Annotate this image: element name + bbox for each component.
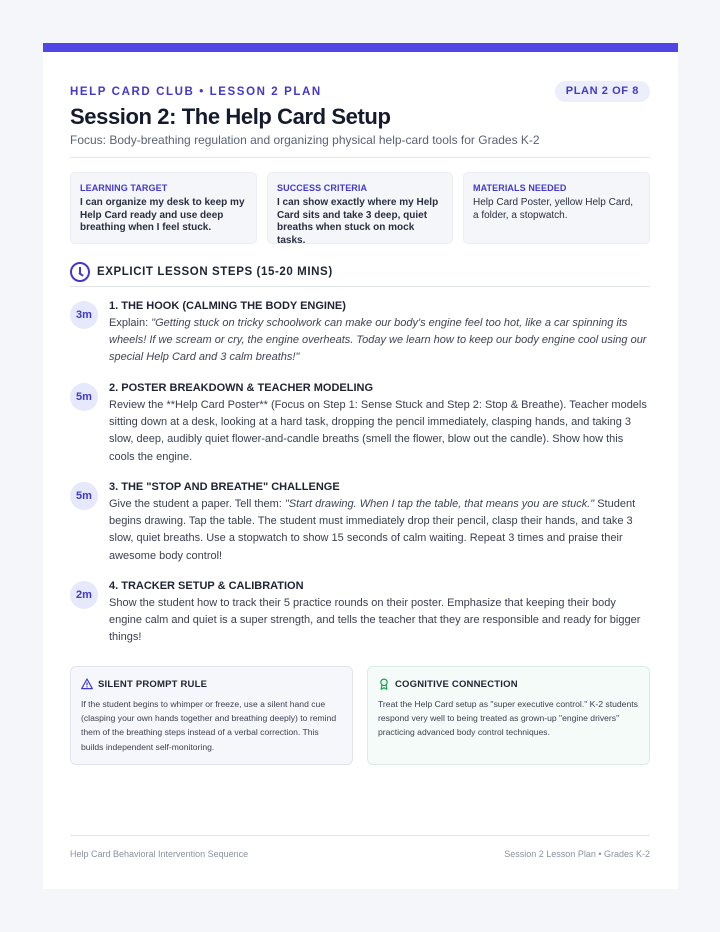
cognitive-connection-callout [367, 666, 650, 765]
step-text: Explain: "Getting stuck on tricky schoolwork can make our body's engine feel too hot, like a car spinning its wheels! If we scream or cry, the engine overheats. Today we learn how to keep our body engine cool using our special Help Card and 3 calm breaths!" [109, 317, 647, 364]
card-body: I can organize my desk to keep my Help Card ready and use deep breathing when I feel stuck. [80, 197, 245, 233]
time-badge: 2m [70, 581, 98, 609]
section-divider [70, 286, 650, 287]
time-badge: 5m [70, 482, 98, 510]
clock-icon [70, 262, 90, 282]
footer-divider [70, 835, 650, 836]
success-criteria-card [267, 172, 453, 244]
step-title: 3. THE "STOP AND BREATHE" CHALLENGE [109, 481, 340, 493]
step-text: Give the student a paper. Tell them: "Start drawing. When I tap the table, that means you are stuck." Student begins drawing. Tap the table. The student must immediately drop their pencil, clasp their hands, and take 3 slow, quiet breaths. Use a stopwatch to show 15 seconds of calm waiting. Repeat 3 times and praise their awesome body control! [109, 498, 636, 562]
time-badge: 5m [70, 383, 98, 411]
time-badge: 3m [70, 301, 98, 329]
callout-heading: SILENT PROMPT RULE [98, 678, 208, 690]
card-body: I can show exactly where my Help Card sits and take 3 deep, quiet breaths when stuck on mock tasks. [277, 197, 439, 246]
warning-icon [81, 678, 93, 690]
callout-body: Treat the Help Card setup as "super executive control." K-2 students respond very well to being treated as grown-up "engine drivers" practicing advanced body control techniques. [378, 699, 638, 738]
accent-bar [43, 43, 678, 52]
focus-line: Focus: Body-breathing regulation and organizing physical help-card tools for Grades K-2 [70, 133, 540, 147]
footer-right: Session 2 Lesson Plan • Grades K-2 [504, 849, 650, 859]
step-title: 1. THE HOOK (CALMING THE BODY ENGINE) [109, 300, 346, 312]
learning-target-card [70, 172, 257, 244]
step-text: Review the **Help Card Poster** (Focus on Step 1: Sense Stuck and Step 2: Stop & Breathe). Teacher models sitting down at a desk, looking at a hard task, dropping the pencil immediately, clasping hands, and taking 3 slow, deep, audibly quiet flower-and-candle breaths (smell the flower, blow out the candle). Show how this cools the engine. [109, 399, 647, 463]
card-body: Help Card Poster, yellow Help Card, a folder, a stopwatch. [473, 197, 634, 221]
section-title: EXPLICIT LESSON STEPS (15-20 MINS) [97, 266, 333, 278]
step-title: 4. TRACKER SETUP & CALIBRATION [109, 580, 304, 592]
step-title: 2. POSTER BREAKDOWN & TEACHER MODELING [109, 382, 374, 394]
card-heading: MATERIALS NEEDED [473, 183, 567, 193]
silent-prompt-callout [70, 666, 353, 765]
materials-card [463, 172, 650, 244]
kicker: HELP CARD CLUB • LESSON 2 PLAN [70, 86, 322, 98]
card-heading: LEARNING TARGET [80, 183, 168, 193]
callout-heading: COGNITIVE CONNECTION [395, 678, 518, 690]
header-divider [70, 157, 650, 158]
plan-badge: PLAN 2 OF 8 [555, 81, 650, 102]
step-text: Show the student how to track their 5 practice rounds on their poster. Emphasize that keeping their body engine calm and quiet is a super strength, and tells the teacher that they are responsible and ready for bigger things! [109, 597, 641, 644]
steps-section-header [70, 261, 333, 283]
award-icon [378, 678, 390, 690]
card-heading: SUCCESS CRITERIA [277, 183, 368, 193]
callout-body: If the student begins to whimper or freeze, use a silent hand cue (clasping your own hands together and breathing deeply) to remind them of the breathing steps instead of a verbal correction. This builds independent self-monitoring. [81, 699, 337, 752]
page-title: Session 2: The Help Card Setup [70, 104, 391, 129]
footer-left: Help Card Behavioral Intervention Sequence [70, 849, 249, 859]
lesson-plan-page [43, 43, 678, 889]
